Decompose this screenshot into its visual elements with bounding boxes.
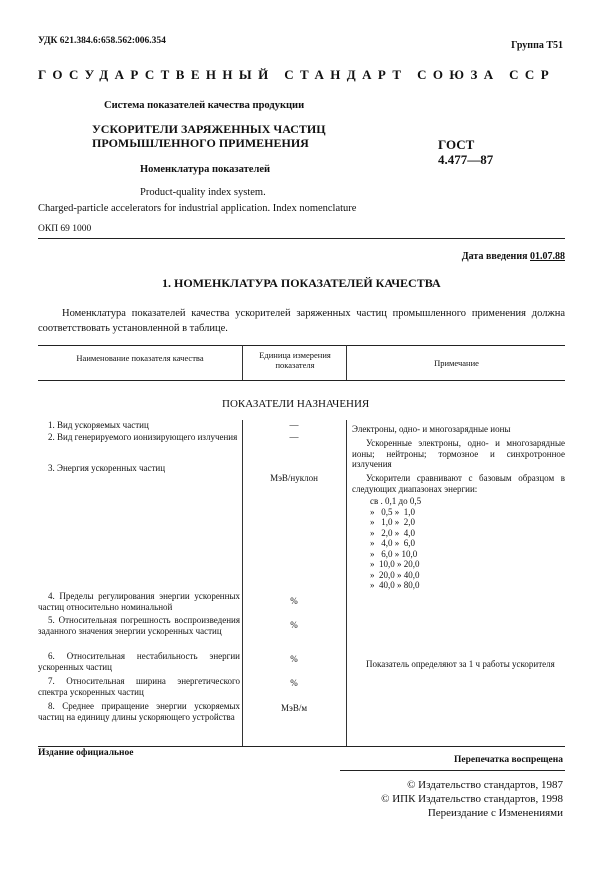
divider	[38, 238, 565, 239]
table-header-unit: Единица измерения показателя	[259, 350, 331, 370]
table-row-unit: МэВ/м	[280, 703, 308, 713]
table-row-name: 4. Пределы регулирования энергии ускоренных частиц относительно номинальной	[38, 591, 240, 612]
energy-range-item: св . 0,1 до 0,5	[370, 496, 422, 506]
table-row-name: 2. Вид генерируемого ионизирующего излучения	[48, 432, 238, 442]
table-row-note: Ускорители сравнивают с базовым образцом в следующих диапазонах энергии:	[352, 473, 565, 494]
group-code: Группа Т51	[511, 40, 563, 51]
footer-divider	[340, 770, 565, 771]
table-top-border	[38, 345, 565, 346]
table-row-unit: %	[290, 620, 298, 630]
energy-range-item: » 0,5 » 1,0	[370, 506, 415, 517]
table-bottom-border	[38, 746, 565, 747]
energy-range-item: » 1,0 » 2,0	[370, 517, 415, 527]
table-header-divider	[242, 345, 243, 380]
table-row-unit: %	[290, 678, 298, 688]
gost-label: ГОСТ	[438, 137, 475, 152]
reissue-note: Переиздание с Изменениями	[427, 807, 563, 819]
table-header-name: Наименование показателя качества	[76, 353, 204, 363]
section-heading: 1. НОМЕНКЛАТУРА ПОКАЗАТЕЛЕЙ КАЧЕСТВА	[162, 276, 441, 290]
document-subtitle: Номенклатура показателей	[140, 164, 271, 175]
energy-range-item: » 6,0 » 10,0	[370, 548, 418, 559]
copyright-line-1: © Издательство стандартов, 1987	[407, 779, 563, 791]
table-row-note: Показатель определяют за 1 ч работы ускорителя	[366, 659, 555, 669]
gost-number: 4.477—87	[438, 152, 494, 167]
title-line-1: УСКОРИТЕЛИ ЗАРЯЖЕННЫХ ЧАСТИЦ	[92, 122, 326, 136]
okp-code: ОКП 69 1000	[38, 224, 92, 234]
energy-ranges	[370, 496, 421, 591]
energy-range-item: » 20,0 » 40,0	[370, 569, 420, 580]
table-row-name: 8. Среднее приращение энергии ускоряемых частиц на единицу длины ускоряющего устройства	[38, 701, 240, 722]
energy-range-item: » 10,0 » 20,0	[370, 559, 420, 569]
effective-date-value: 01.07.88	[530, 251, 565, 262]
table-group-title: ПОКАЗАТЕЛИ НАЗНАЧЕНИЯ	[222, 398, 370, 410]
table-column-divider	[242, 420, 243, 746]
energy-range-item: » 40,0 » 80,0	[370, 580, 420, 590]
section-intro: Номенклатура показателей качества ускорителей заряженных частиц промышленного применения должна соответствовать установленной в таблице.	[38, 308, 565, 334]
english-title-line-1: Product-quality index system.	[140, 187, 266, 198]
table-row-name: 1. Вид ускоряемых частиц	[48, 420, 149, 430]
udk-code: УДК 621.384.6:658.562:006.354	[38, 36, 166, 46]
table-row-unit: МэВ/нуклон	[270, 473, 318, 483]
reprint-notice: Перепечатка воспрещена	[453, 755, 563, 765]
table-row-name: 3. Энергия ускоренных частиц	[48, 463, 166, 473]
table-column-divider	[346, 420, 347, 746]
effective-date	[462, 251, 565, 262]
table-row-unit: —	[289, 420, 299, 430]
table-row-name: 7. Относительная ширина энергетического спектра ускоренных частиц	[38, 676, 240, 697]
table-header-bottom-border	[38, 380, 565, 381]
energy-range-item: » 2,0 » 4,0	[370, 527, 415, 538]
state-standard-banner: ГОСУДАРСТВЕННЫЙ СТАНДАРТ СОЮЗА ССР	[38, 67, 556, 82]
table-row-unit: %	[290, 596, 298, 606]
table-row-unit: %	[290, 654, 298, 664]
copyright-line-2: © ИПК Издательство стандартов, 1998	[381, 793, 563, 805]
table-row-unit: —	[289, 432, 299, 442]
effective-date-label: Дата введения	[461, 251, 528, 262]
energy-range-item: » 4,0 » 6,0	[370, 538, 415, 548]
table-header-note: Примечание	[434, 358, 479, 368]
official-edition-label: Издание официальное	[38, 748, 134, 758]
table-row-note: Ускоренные электроны, одно- и многозарядные ионы; нейтроны; тормозное и синхротронное излучения	[352, 438, 565, 469]
system-label: Система показателей качества продукции	[104, 100, 305, 111]
title-line-2: ПРОМЫШЛЕННОГО ПРИМЕНЕНИЯ	[92, 136, 309, 150]
gost-block	[438, 137, 493, 167]
table-row-note: Электроны, одно- и многозарядные ионы	[352, 424, 511, 434]
english-title-line-2: Charged-particle accelerators for industrial application. Index nomenclature	[38, 203, 357, 214]
table-header-divider	[346, 345, 347, 380]
table-row-name: 6. Относительная нестабильность энергии ускоренных частиц	[38, 651, 240, 672]
table-row-name: 5. Относительная погрешность воспроизведения заданного значения энергии ускоренных частиц	[38, 615, 240, 636]
document-title	[92, 122, 326, 150]
